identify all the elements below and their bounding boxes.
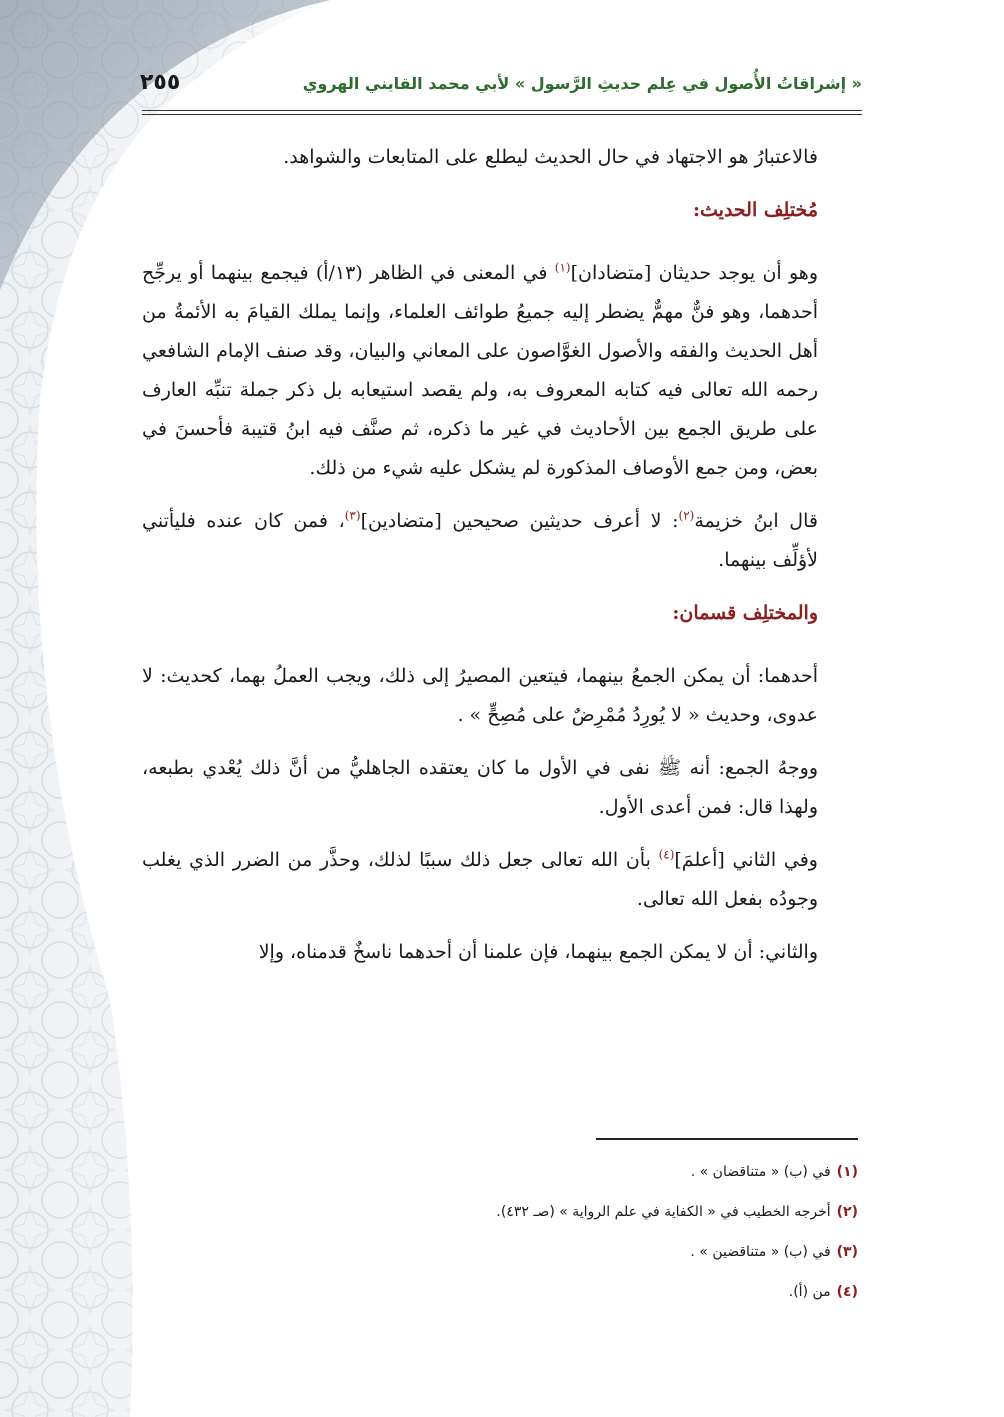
paragraph-3 (142, 502, 818, 580)
paragraph-5: ووجهُ الجمع: أنه ﷺ نفى في الأول ما كان يعتقده الجاهليُّ من أنَّ ذلك يُعْدي بطبعه، ولهذا قال: فمن أعدى الأول. (142, 757, 818, 818)
paragraph-6-start: وفي الثاني [أعلمَ] (674, 849, 818, 871)
paragraph-1: فالاعتبارُ هو الاجتهاد في حال الحديث ليطلع على المتابعات والشواهد. (283, 146, 818, 168)
footnote-item (142, 1232, 858, 1272)
footnote-number: (٣) (836, 1244, 858, 1260)
footnote-ref-3[interactable]: (٣) (344, 508, 361, 523)
running-head (140, 68, 862, 108)
paragraph-2-rest: في المعنى في الظاهر (١٣/أ) فيجمع بينهما أو يرجِّح أحدهما، وهو فنٌّ مهمٌّ يضطر إليه جميعُ طوائف العلماء، وإنما يملك القيامَ به الأئمةُ من أهل الحديث والفقه والأصول الغوَّاصون على المعاني والبيان، وقد صنف الإمام الشافعي رحمه الله تعالى فيه كتابه المعروف به، ولم يقصد استيعابه بل ذكر جملة تنبِّه العارف على طريق الجمع بين الأحاديث في غير ما ذكره، ثم صنَّف فيه ابنُ قتيبة فأحسنَ في بعض، ومن جمع الأوصاف المذكورة لم يشكل عليه شيء من ذلك. (142, 262, 818, 479)
body-text (142, 138, 818, 986)
footnote-ref-1[interactable]: (١) (554, 260, 571, 275)
footnote-number: (١) (836, 1164, 858, 1180)
paragraph-6 (142, 841, 818, 919)
paragraph-2 (142, 254, 818, 488)
running-title: « إشراقاتُ الأُصول في عِلم حديثِ الرَّسول » لأبي محمد القايني الهروي (302, 74, 862, 93)
footnote-item (142, 1152, 858, 1192)
footnote-text: في (ب) « متناقضين » . (690, 1244, 831, 1260)
footnote-separator (596, 1138, 858, 1140)
footnote-item (142, 1272, 858, 1312)
footnote-text: من (أ). (788, 1284, 831, 1300)
section-heading-mukhtalif: مُختلِف الحديث: (692, 199, 818, 221)
footnotes (142, 1152, 858, 1312)
header-rule-top (142, 110, 862, 111)
footnote-text: أخرجه الخطيب في « الكفاية في علم الرواية » (صـ ٤٣٢). (496, 1204, 831, 1220)
header-rule-bottom (142, 114, 862, 115)
paragraph-3-end: ، فمن كان عنده فليأتني لأؤلِّف بينهما. (142, 510, 818, 571)
footnote-ref-2[interactable]: (٢) (678, 508, 695, 523)
footnote-number: (٤) (836, 1284, 858, 1300)
footnote-number: (٢) (836, 1204, 858, 1220)
footnote-ref-4[interactable]: (٤) (658, 847, 675, 862)
paragraph-7: والثاني: أن لا يمكن الجمع بينهما، فإن علمنا أن أحدهما ناسخٌ قدمناه، وإلا (258, 941, 818, 963)
paragraph-3-mid: : لا أعرف حديثين صحيحين [متضادين] (360, 510, 679, 532)
footnote-text: في (ب) « متناقضان » . (690, 1164, 831, 1180)
page-number: ٢٥٥ (140, 70, 181, 95)
paragraph-3-start: قال ابنُ خزيمة (694, 510, 818, 532)
paragraph-6-rest: بأن الله تعالى جعل ذلك سببًا لذلك، وحذَّر من الضرر الذي يغلب وجودُه بفعل الله تعالى. (142, 849, 818, 910)
paragraph-2-start: وهو أن يوجد حديثان [متضادان] (570, 262, 818, 284)
paragraph-4: أحدهما: أن يمكن الجمعُ بينهما، فيتعين المصيرُ إلى ذلك، ويجب العملُ بهما، كحديث: لا عدوى، وحديث « لا يُورِدُ مُمْرِضٌ على مُصِحٍّ » . (142, 665, 818, 726)
footnote-item (142, 1192, 858, 1232)
section-heading-qisman: والمختلِف قسمان: (672, 602, 818, 624)
